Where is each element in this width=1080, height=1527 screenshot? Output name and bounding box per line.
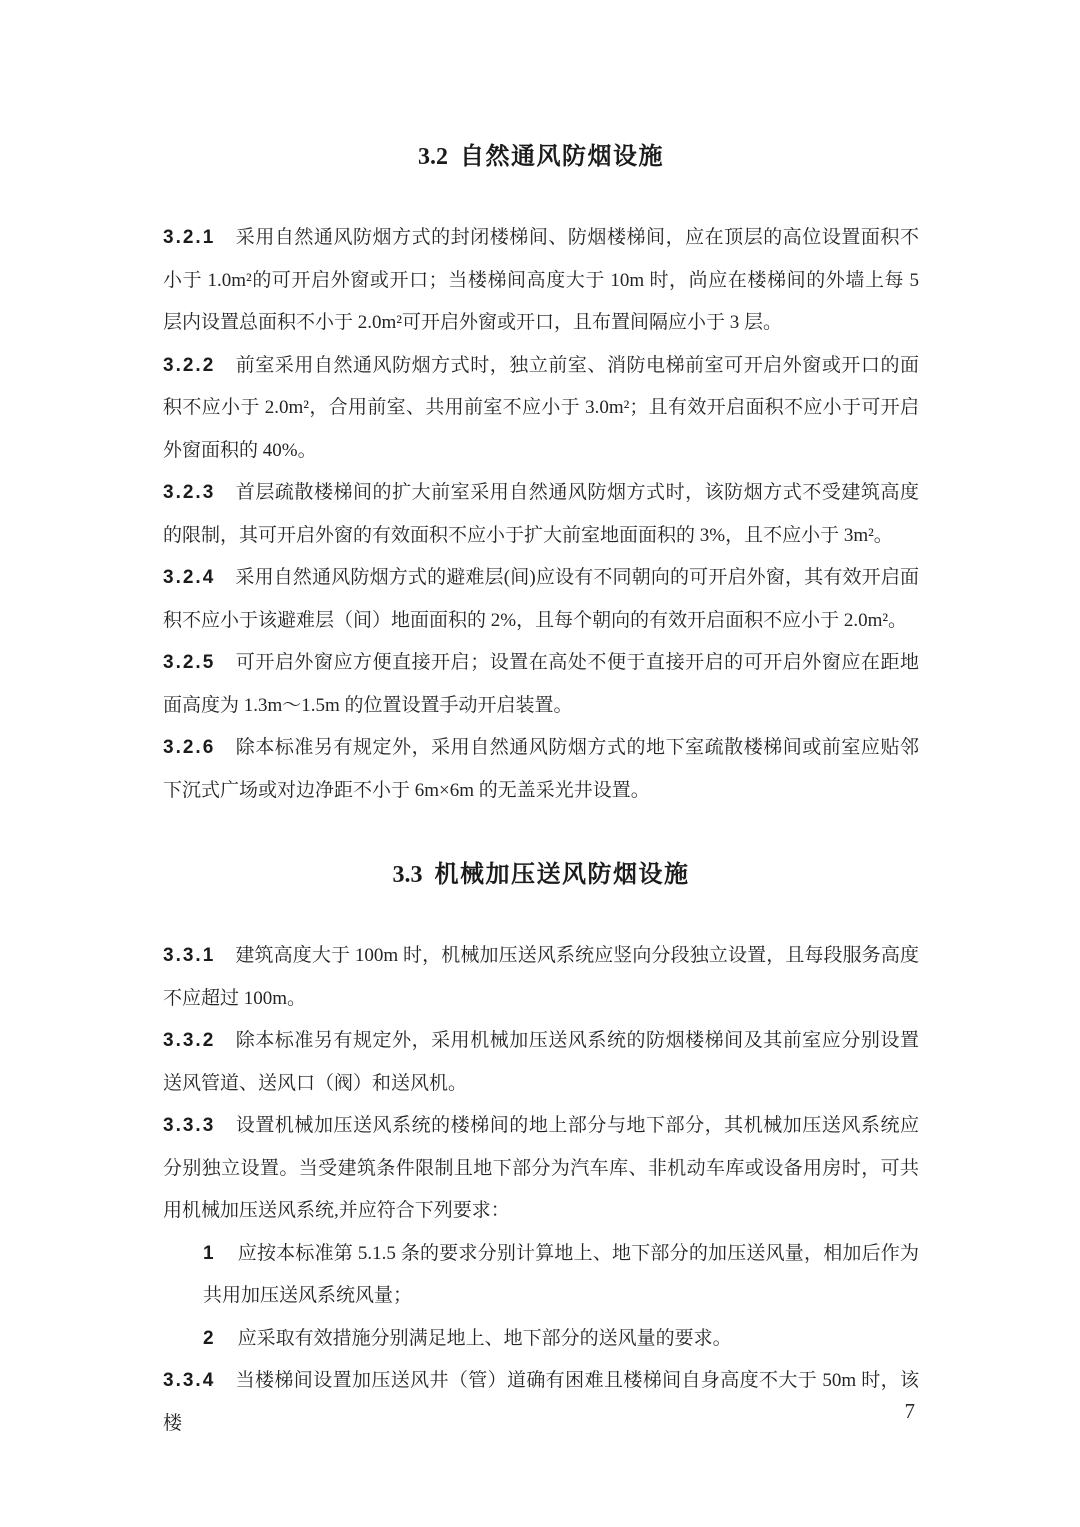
clause-number: 3.2.5 (163, 652, 216, 673)
clause-number: 3.3.4 (163, 1370, 216, 1391)
clause-text: 首层疏散楼梯间的扩大前室采用自然通风防烟方式时，该防烟方式不受建筑高度的限制，其可开启外窗的有效面积不应小于扩大前室地面面积的 3%，且不应小于 3m²。 (163, 482, 919, 546)
clause-text: 建筑高度大于 100m 时，机械加压送风系统应竖向分段独立设置，且每段服务高度不应超过 100m。 (163, 945, 919, 1009)
item-text: 应按本标准第 5.1.5 条的要求分别计算地上、地下部分的加压送风量，相加后作为共用加压送风系统风量； (203, 1242, 919, 1306)
clause-paragraph (163, 557, 919, 642)
clause-paragraph (163, 935, 919, 1020)
section-heading (163, 858, 919, 891)
list-item (203, 1233, 919, 1318)
clause-text: 采用自然通风防烟方式的避难层(间)应设有不同朝向的可开启外窗，其有效开启面积不应小于该避难层（间）地面面积的 2%，且每个朝向的有效开启面积不应小于 2.0m²。 (163, 567, 919, 631)
clause-text: 除本标准另有规定外，采用机械加压送风系统的防烟楼梯间及其前室应分别设置送风管道、送风口（阀）和送风机。 (163, 1030, 919, 1094)
clause-number: 3.2.3 (163, 482, 216, 503)
clause-number: 3.3.3 (163, 1115, 216, 1136)
heading-number: 3.2 (418, 144, 448, 170)
clause-text: 设置机械加压送风系统的楼梯间的地上部分与地下部分，其机械加压送风系统应分别独立设置。当受建筑条件限制且地下部分为汽车库、非机动车库或设备用房时，可共用机械加压送风系统,并应符合下列要求： (163, 1115, 919, 1221)
document-body (163, 140, 919, 1445)
clause-number: 3.3.2 (163, 1030, 216, 1051)
clause-number: 3.2.4 (163, 567, 216, 588)
clause-paragraph (163, 345, 919, 473)
clause-paragraph (163, 727, 919, 812)
clause-text: 前室采用自然通风防烟方式时，独立前室、消防电梯前室可开启外窗或开口的面积不应小于 2.0m²，合用前室、共用前室不应小于 3.0m²；且有效开启面积不应小于可开启外窗面积的 40%。 (163, 354, 919, 461)
clause-paragraph (163, 1105, 919, 1233)
clause-text: 当楼梯间设置加压送风井（管）道确有困难且楼梯间自身高度不大于 50m 时，该楼 (163, 1370, 919, 1434)
clause-paragraph (163, 217, 919, 345)
section-heading (163, 140, 919, 173)
clause-text: 除本标准另有规定外，采用自然通风防烟方式的地下室疏散楼梯间或前室应贴邻下沉式广场或对边净距不小于 6m×6m 的无盖采光井设置。 (163, 737, 919, 801)
clause-paragraph (163, 1360, 919, 1445)
heading-title: 自然通风防烟设施 (460, 142, 664, 170)
clause-paragraph (163, 642, 919, 727)
item-number: 1 (203, 1242, 214, 1264)
clause-paragraph (163, 472, 919, 557)
item-text: 应采取有效措施分别满足地上、地下部分的送风量的要求。 (237, 1327, 732, 1349)
clause-number: 3.2.1 (163, 227, 216, 248)
clause-text: 采用自然通风防烟方式的封闭楼梯间、防烟楼梯间，应在顶层的高位设置面积不小于 1.0m²的可开启外窗或开口；当楼梯间高度大于 10m 时，尚应在楼梯间的外墙上每 5 层内设置总面积不小于 2.0m²可开启外窗或开口，且布置间隔应小于 3 层。 (163, 227, 919, 333)
list-item (203, 1318, 919, 1361)
heading-number: 3.3 (392, 862, 423, 888)
clause-number: 3.2.6 (163, 737, 216, 758)
heading-title: 机械加压送风防烟设施 (434, 860, 690, 888)
item-number: 2 (203, 1327, 214, 1349)
clause-number: 3.3.1 (163, 945, 216, 966)
clause-paragraph (163, 1020, 919, 1105)
page-number: 7 (904, 1399, 915, 1423)
clause-text: 可开启外窗应方便直接开启；设置在高处不便于直接开启的可开启外窗应在距地面高度为 1.3m～1.5m 的位置设置手动开启装置。 (163, 652, 919, 716)
clause-number: 3.2.2 (163, 354, 216, 376)
